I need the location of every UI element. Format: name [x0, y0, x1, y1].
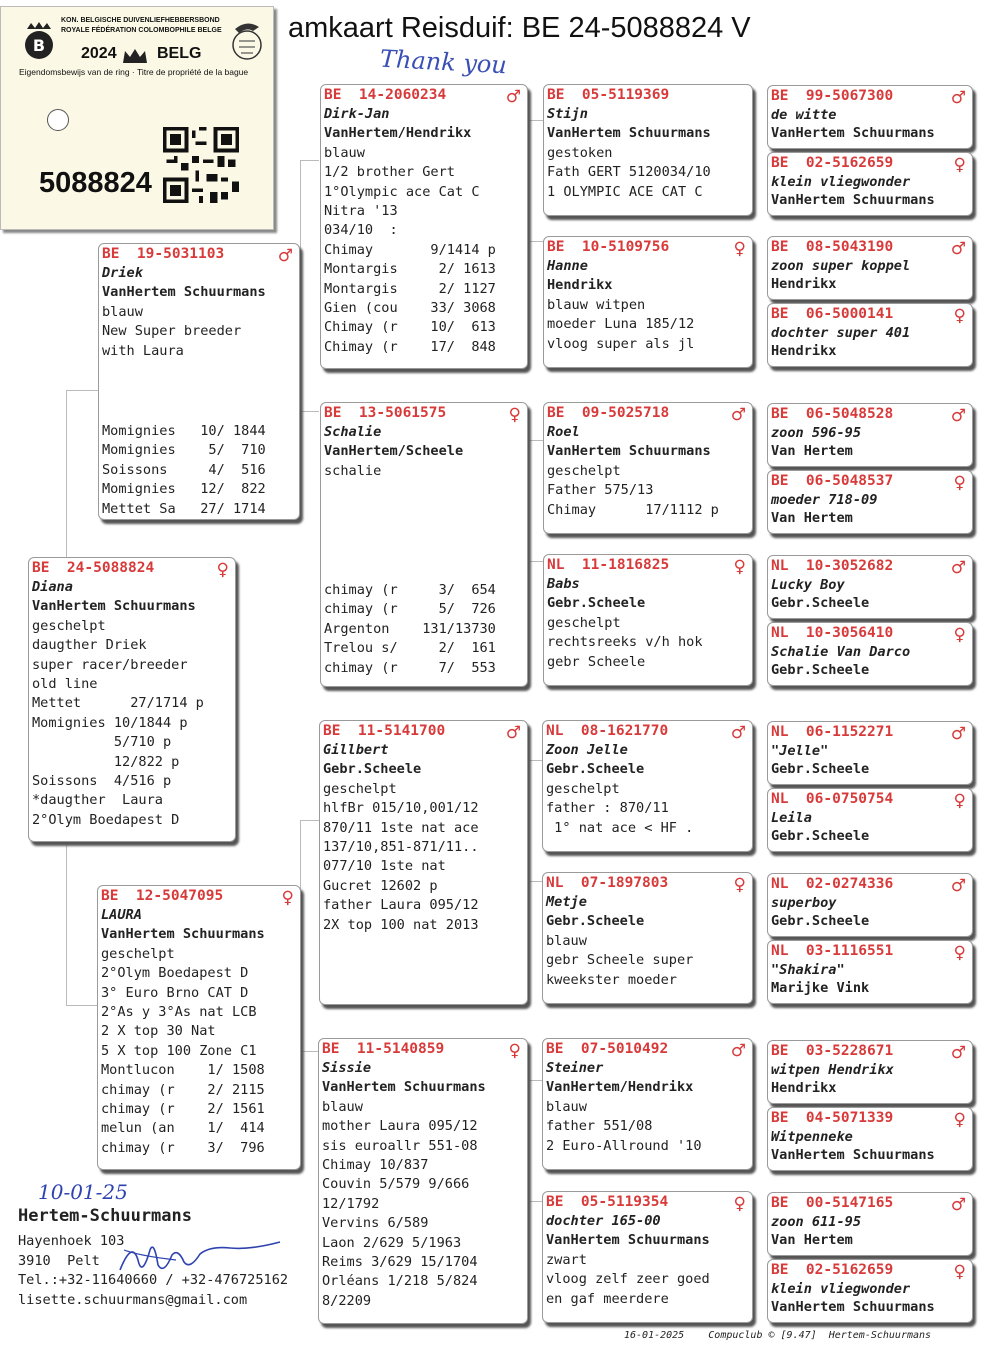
breeder-name: Van Hertem [771, 1232, 853, 1248]
note-line: geschelpt [32, 617, 106, 634]
note-line: Chimay 10/837 [322, 1157, 429, 1174]
note-line: 2°Olym Boedapest D [32, 811, 180, 828]
pigeon-name: Steiner [546, 1060, 604, 1076]
note-line: Vervins 6/589 [322, 1215, 429, 1232]
pigeon-notes [544, 296, 752, 354]
pigeon-notes [543, 1098, 752, 1156]
pigeon-card-g4[interactable] [767, 940, 973, 1004]
pigeon-name: Sissie [322, 1060, 372, 1076]
owner-address: Hayenhoek 103 [18, 1233, 125, 1249]
pigeon-name: Gillbert [323, 742, 389, 758]
note-line: mother Laura 095/12 [322, 1118, 478, 1135]
pigeon-card-g4[interactable] [767, 1192, 973, 1256]
note-line: blauw [324, 144, 365, 161]
ring-number: NL 06-1152271 [771, 724, 894, 740]
male-icon: ♂ [730, 723, 746, 743]
breeder-name: VanHertem/Hendrikx [546, 1079, 694, 1096]
ring-number: BE 06-5048537 [771, 473, 894, 489]
breeder-name: VanHertem Schuurmans [322, 1079, 486, 1096]
ring-number: BE 04-5071339 [771, 1110, 894, 1126]
pigeon-card-dam[interactable] [97, 885, 301, 1170]
ring-number: BE 24-5088824 [32, 560, 155, 576]
note-line: gebr Scheele super [546, 952, 694, 969]
note-line: 5 X top 100 Zone C1 [101, 1042, 257, 1059]
pigeon-card-grandsire-maternal[interactable] [319, 720, 528, 1005]
male-icon: ♂ [950, 1043, 966, 1063]
pigeon-card-g4[interactable] [767, 1040, 973, 1104]
pigeon-name: Hanne [547, 258, 588, 274]
note-line: 12/822 p [32, 753, 180, 770]
pigeon-name: Babs [547, 576, 580, 592]
federation-name: KON. BELGISCHE DUIVENLIEFHEBBERSBOND ROYALE FÉDÉRATION COLOMBOPHILE BELGE [61, 17, 222, 34]
note-line: Gien (cou 33/ 3068 [324, 300, 496, 317]
bracket-line [300, 820, 319, 1052]
note-line: 1/2 brother Gert [324, 164, 455, 181]
owner-city: 3910 Pelt [18, 1252, 100, 1269]
note-line: blauw witpen [547, 296, 646, 313]
breeder-name: Van Hertem [771, 510, 853, 526]
pigeon-name: Roel [547, 424, 580, 440]
note-line: 2X top 100 nat 2013 [323, 916, 479, 933]
note-line: rechtsreeks v/h hok [547, 634, 703, 651]
note-line: chimay (r 5/ 726 [324, 601, 496, 618]
pigeon-notes [543, 932, 752, 990]
female-icon: ♀ [733, 1194, 746, 1214]
breeder-name: Gebr.Scheele [771, 761, 870, 777]
male-icon: ♂ [505, 723, 521, 743]
pigeon-card-g4[interactable] [767, 555, 973, 619]
ring-number: 5088824 [39, 167, 152, 199]
pigeon-notes [320, 780, 527, 935]
breeder-name: VanHertem Schuurmans [102, 284, 266, 301]
male-icon: ♂ [730, 405, 746, 425]
note-line: Soissons 4/ 516 [102, 461, 266, 478]
ring-number: BE 05-5119354 [546, 1194, 669, 1210]
breeder-name: Marijke Vink [771, 980, 870, 996]
pigeon-notes [321, 144, 527, 357]
note-line: New Super breeder [102, 323, 242, 340]
bracket-line [528, 440, 543, 562]
note-line: sis euroallr 551-08 [322, 1137, 478, 1154]
ring-number: BE 05-5119369 [547, 87, 670, 103]
pigeon-name: dochter super 401 [771, 325, 911, 341]
note-line: moeder Luna 185/12 [547, 316, 695, 333]
note-line: Mettet Sa 27/ 1714 [102, 500, 266, 517]
breeder-name: Hendrikx [547, 277, 613, 294]
breeder-name: VanHertem/Scheele [324, 443, 464, 460]
note-line: Montlucon 1/ 1508 [101, 1062, 265, 1079]
female-icon: ♀ [953, 155, 966, 175]
breeder-name: VanHertem Schuurmans [771, 125, 935, 141]
pigeon-card-g4[interactable] [767, 236, 973, 300]
female-icon: ♀ [281, 888, 294, 908]
female-icon: ♀ [733, 557, 746, 577]
pigeon-name: Witpenneke [771, 1129, 853, 1145]
breeder-name: VanHertem Schuurmans [771, 1299, 935, 1315]
breeder-name: Van Hertem [771, 443, 853, 459]
note-line: Momignies 10/ 1844 [102, 423, 266, 439]
breeder-name: VanHertem Schuurmans [101, 926, 265, 943]
female-icon: ♀ [953, 791, 966, 811]
note-line: Nitra '13 [324, 203, 398, 220]
note-line: gebr Scheele [547, 653, 646, 670]
note-line: blauw [546, 1098, 587, 1115]
note-line: en gaf meerdere [546, 1290, 669, 1307]
breeder-name: VanHertem Schuurmans [547, 125, 711, 142]
note-line: Couvin 5/579 9/666 [322, 1176, 470, 1193]
owner-email: lisette.schuurmans@gmail.com [18, 1291, 248, 1308]
breeder-name: Gebr.Scheele [771, 662, 870, 678]
ring-year: 2024 [81, 45, 117, 62]
note-line: 8/2209 [322, 1292, 372, 1309]
male-icon: ♂ [950, 88, 966, 108]
breeder-name: Gebr.Scheele [771, 828, 870, 844]
bracket-line [66, 845, 99, 1006]
breeder-name: VanHertem Schuurmans [771, 192, 935, 208]
note-line: 137/10,851-871/11.. [323, 839, 479, 856]
race-results [99, 422, 266, 519]
female-icon: ♀ [953, 1262, 966, 1282]
pigeon-card-g4[interactable] [767, 622, 973, 686]
male-icon: ♂ [950, 1195, 966, 1215]
ring-number: BE 11-5141700 [323, 723, 446, 739]
note-line: 2°As y 3°As nat LCB [101, 1004, 257, 1021]
female-icon: ♀ [216, 560, 229, 580]
note-line: 1°Olympic ace Cat C [324, 183, 480, 200]
note-line: Laon 2/629 5/1963 [322, 1234, 462, 1251]
pigeon-card-granddam-maternal[interactable] [318, 1038, 528, 1324]
ring-number: BE 08-5043190 [771, 239, 894, 255]
bracket-line [528, 760, 543, 882]
breeder-name: VanHertem/Hendrikx [324, 125, 472, 142]
male-icon: ♂ [505, 87, 521, 107]
female-icon: ♀ [953, 625, 966, 645]
male-icon: ♂ [950, 558, 966, 578]
note-line: Chimay 17/1112 p [547, 501, 719, 518]
pigeon-name: superboy [771, 895, 837, 911]
ring-number: BE 02-5162659 [771, 155, 894, 171]
ring-country: BELG [157, 45, 202, 62]
note-line: Montargis 2/ 1127 [324, 280, 496, 297]
pigeon-name: dochter 165-00 [546, 1213, 661, 1229]
note-line: Gucret 12602 p [323, 877, 438, 894]
note-line: Mettet 27/1714 p [32, 695, 204, 712]
note-line: Momignies 12/ 822 [102, 481, 266, 498]
note-line: melun (an 1/ 414 [101, 1120, 265, 1137]
handwritten-date: 10-01-25 [38, 1180, 128, 1204]
pigeon-name: LAURA [101, 907, 142, 923]
note-line: chimay (r 2/ 1561 [101, 1101, 265, 1118]
male-icon: ♂ [950, 239, 966, 259]
pigeon-notes [321, 462, 527, 481]
federation-logo-icon [21, 21, 57, 61]
note-line: Orléans 1/218 5/824 [322, 1273, 478, 1290]
note-line: 870/11 1ste nat ace [323, 819, 479, 836]
female-icon: ♀ [953, 943, 966, 963]
note-line: 3° Euro Brno CAT D [101, 984, 249, 1001]
note-line: gestoken [547, 144, 613, 161]
note-line: Chimay (r 17/ 848 [324, 338, 496, 355]
female-icon: ♀ [953, 473, 966, 493]
pigeon-name: "Shakira" [771, 962, 845, 978]
ring-number: BE 06-5048528 [771, 406, 894, 422]
owner-name: Hertem-Schuurmans [18, 1206, 192, 1226]
pigeon-name: Zoon Jelle [546, 742, 628, 758]
note-line: 1° nat ace < HF . [546, 819, 694, 836]
svg-text:B: B [32, 36, 46, 55]
pigeon-name: zoon super koppel [771, 258, 911, 274]
pigeon-name: klein vliegwonder [771, 1281, 911, 1297]
ring-number: NL 10-3052682 [771, 558, 894, 574]
note-line: Chimay 9/1414 p [324, 241, 496, 258]
note-line: daugther Driek [32, 637, 147, 654]
bracket-line [528, 1080, 543, 1202]
bracket-line [528, 120, 543, 242]
note-line: blauw [546, 932, 587, 949]
signature-icon [80, 1220, 300, 1290]
pigeon-name: witpen Hendrikx [771, 1062, 894, 1078]
pigeon-card-g4[interactable] [767, 303, 973, 367]
breeder-name: Gebr.Scheele [547, 595, 646, 612]
pigeon-card-g3[interactable] [543, 554, 753, 686]
note-line: geschelpt [546, 780, 620, 797]
note-line: Momignies 5/ 710 [102, 442, 266, 459]
ring-number: BE 13-5061575 [324, 405, 447, 421]
breeder-name: Gebr.Scheele [323, 761, 422, 778]
footer-text: 16-01-2025 Compuclub © [9.47] Hertem-Schuurmans [624, 1330, 932, 1341]
ring-number: BE 14-2060234 [324, 87, 447, 103]
note-line: father 551/08 [546, 1118, 653, 1135]
note-line: *daugther Laura [32, 792, 163, 809]
ring-number: BE 09-5025718 [547, 405, 670, 421]
ring-number: BE 07-5010492 [546, 1041, 669, 1057]
note-line: Momignies 10/1844 p [32, 714, 188, 731]
note-line: super racer/breeder [32, 656, 188, 673]
note-line: Father 575/13 [547, 482, 654, 499]
ring-number: BE 99-5067300 [771, 88, 894, 104]
note-line: 077/10 1ste nat [323, 858, 446, 875]
pigeon-name: Diana [32, 579, 73, 595]
pigeon-name: Schalie Van Darco [771, 644, 911, 660]
breeder-name: Gebr.Scheele [546, 913, 645, 930]
qr-code-icon [163, 127, 239, 203]
breeder-name: Gebr.Scheele [771, 595, 870, 611]
pigeon-logo-icon [227, 19, 267, 61]
note-line: Soissons 4/516 p [32, 773, 172, 790]
female-icon: ♀ [733, 875, 746, 895]
ring-number: BE 03-5228671 [771, 1043, 894, 1059]
female-icon: ♀ [733, 239, 746, 259]
note-line: blauw [322, 1098, 363, 1115]
note-line: 5/710 p [32, 734, 172, 751]
ring-number: NL 08-1621770 [546, 723, 669, 739]
male-icon: ♂ [730, 1041, 746, 1061]
male-icon: ♂ [277, 246, 293, 266]
note-line: Fath GERT 5120034/10 [547, 164, 711, 181]
pigeon-notes [543, 1251, 752, 1309]
pigeon-notes [544, 614, 752, 672]
pigeon-card-g4[interactable] [767, 1107, 973, 1171]
pigeon-name: "Jelle" [771, 743, 829, 759]
note-line: Montargis 2/ 1613 [324, 261, 496, 278]
pigeon-name: Metje [546, 894, 587, 910]
male-icon: ♂ [950, 406, 966, 426]
pigeon-name: klein vliegwonder [771, 174, 911, 190]
pigeon-card-g3[interactable] [543, 402, 753, 534]
pigeon-notes [99, 303, 299, 361]
breeder-name: Gebr.Scheele [546, 761, 645, 778]
pigeon-name: Schalie [324, 424, 382, 440]
pigeon-card-g4[interactable] [767, 721, 973, 785]
pigeon-card-g4[interactable] [767, 85, 973, 149]
race-results [321, 581, 496, 678]
pigeon-notes [319, 1098, 527, 1311]
ring-number: NL 10-3056410 [771, 625, 894, 641]
pigeon-name: zoon 596-95 [771, 425, 862, 441]
note-line: geschelpt [101, 945, 175, 962]
pigeon-card-g3[interactable] [542, 1191, 753, 1323]
pigeon-notes [543, 780, 752, 838]
note-line: chimay (r 3/ 654 [324, 582, 496, 598]
bracket-line [300, 160, 319, 412]
female-icon: ♀ [508, 405, 521, 425]
note-line: 2 Euro-Allround '10 [546, 1137, 702, 1154]
pigeon-card-g4[interactable] [767, 788, 973, 852]
pigeon-notes [544, 144, 752, 202]
ring-number: NL 07-1897803 [546, 875, 669, 891]
breeder-name: VanHertem Schuurmans [547, 443, 711, 460]
note-line: chimay (r 3/ 796 [101, 1139, 265, 1156]
pigeon-card-g4[interactable] [767, 1259, 973, 1323]
pigeon-name: zoon 611-95 [771, 1214, 862, 1230]
page-title: amkaart Reisduif: BE 24-5088824 V [288, 12, 751, 44]
ring-number: BE 19-5031103 [102, 246, 225, 262]
note-line: zwart [546, 1251, 587, 1268]
pigeon-card-g3[interactable] [543, 236, 753, 368]
note-line: 034/10 : [324, 222, 398, 239]
note-line: geschelpt [547, 614, 621, 631]
ring-number: BE 00-5147165 [771, 1195, 894, 1211]
breeder-name: Gebr.Scheele [771, 913, 870, 929]
female-icon: ♀ [953, 1110, 966, 1130]
pigeon-card-g3[interactable] [542, 1038, 753, 1170]
pigeon-card-subject[interactable] [28, 557, 236, 842]
breeder-name: VanHertem Schuurmans [546, 1232, 710, 1249]
pigeon-name: Lucky Boy [771, 577, 845, 593]
pigeon-card-g4[interactable] [767, 873, 973, 937]
note-line: chimay (r 7/ 553 [324, 659, 496, 676]
handwritten-thank-you: Thank you [379, 44, 508, 80]
note-line: father Laura 095/12 [323, 897, 479, 914]
note-line: geschelpt [323, 780, 397, 797]
ring-number: NL 11-1816825 [547, 557, 670, 573]
note-line: Chimay (r 10/ 613 [324, 319, 496, 336]
bracket-line [66, 390, 99, 561]
note-line: vloog super als jl [547, 335, 695, 352]
ring-number: NL 06-0750754 [771, 791, 894, 807]
ring-number: NL 02-0274336 [771, 876, 894, 892]
ring-number: BE 10-5109756 [547, 239, 670, 255]
note-line: hlfBr 015/10,001/12 [323, 800, 479, 817]
note-line: 1 OLYMPIC ACE CAT C [547, 183, 703, 200]
breeder-name: Hendrikx [771, 1080, 837, 1096]
ring-ownership-card [0, 6, 274, 230]
ring-number: BE 11-5140859 [322, 1041, 445, 1057]
note-line: Reims 3/629 15/1704 [322, 1254, 478, 1271]
male-icon: ♂ [950, 876, 966, 896]
note-line: father : 870/11 [546, 800, 669, 817]
pigeon-notes [544, 462, 752, 520]
breeder-name: Hendrikx [771, 343, 837, 359]
pigeon-card-g3[interactable] [543, 84, 753, 216]
pigeon-card-granddam-paternal[interactable] [320, 402, 528, 687]
ring-number: BE 06-5000141 [771, 306, 894, 322]
note-line: schalie [324, 462, 382, 479]
male-icon: ♂ [950, 724, 966, 744]
note-line: blauw [102, 303, 143, 320]
breeder-name: VanHertem Schuurmans [32, 598, 196, 615]
pigeon-name: moeder 718-09 [771, 492, 878, 508]
pigeon-notes [98, 945, 300, 1158]
pigeon-card-g3[interactable] [542, 872, 753, 1004]
note-line: vloog zelf zeer goed [546, 1271, 710, 1288]
note-line: Trelou s/ 2/ 161 [324, 640, 496, 657]
pigeon-name: Driek [102, 265, 143, 281]
note-line: geschelpt [547, 462, 621, 479]
pigeon-notes [29, 617, 235, 830]
note-line: old line [32, 676, 98, 693]
note-line: Argenton 131/13730 [324, 620, 496, 637]
note-line: 2 X top 30 Nat [101, 1023, 216, 1040]
note-line: 2°Olym Boedapest D [101, 965, 249, 982]
ring-number: BE 12-5047095 [101, 888, 224, 904]
pigeon-card-sire[interactable] [98, 243, 300, 520]
pigeon-name: Stijn [547, 106, 588, 122]
pigeon-card-g4[interactable] [767, 403, 973, 467]
pigeon-name: Dirk-Jan [324, 106, 390, 122]
pigeon-card-grandsire-paternal[interactable] [320, 84, 528, 369]
property-text: Eigendomsbewijs van de ring · Titre de propriété de la bague [19, 67, 249, 77]
pigeon-card-g3[interactable] [542, 720, 753, 852]
female-icon: ♀ [953, 306, 966, 326]
ring-number: BE 02-5162659 [771, 1262, 894, 1278]
pigeon-name: Leila [771, 810, 812, 826]
punch-hole [47, 109, 69, 131]
crown-icon [121, 47, 149, 65]
owner-phone: Tel.:+32-11640660 / +32-476725162 [18, 1272, 289, 1289]
note-line: 12/1792 [322, 1195, 380, 1212]
note-line: kweekster moeder [546, 971, 677, 988]
ring-number: NL 03-1116551 [771, 943, 894, 959]
female-icon: ♀ [508, 1041, 521, 1061]
note-line: chimay (r 2/ 2115 [101, 1081, 265, 1098]
pigeon-card-g4[interactable] [767, 152, 973, 216]
pigeon-card-g4[interactable] [767, 470, 973, 534]
breeder-name: VanHertem Schuurmans [771, 1147, 935, 1163]
pigeon-name: de witte [771, 107, 837, 123]
breeder-name: Hendrikx [771, 276, 837, 292]
note-line: with Laura [102, 342, 184, 359]
